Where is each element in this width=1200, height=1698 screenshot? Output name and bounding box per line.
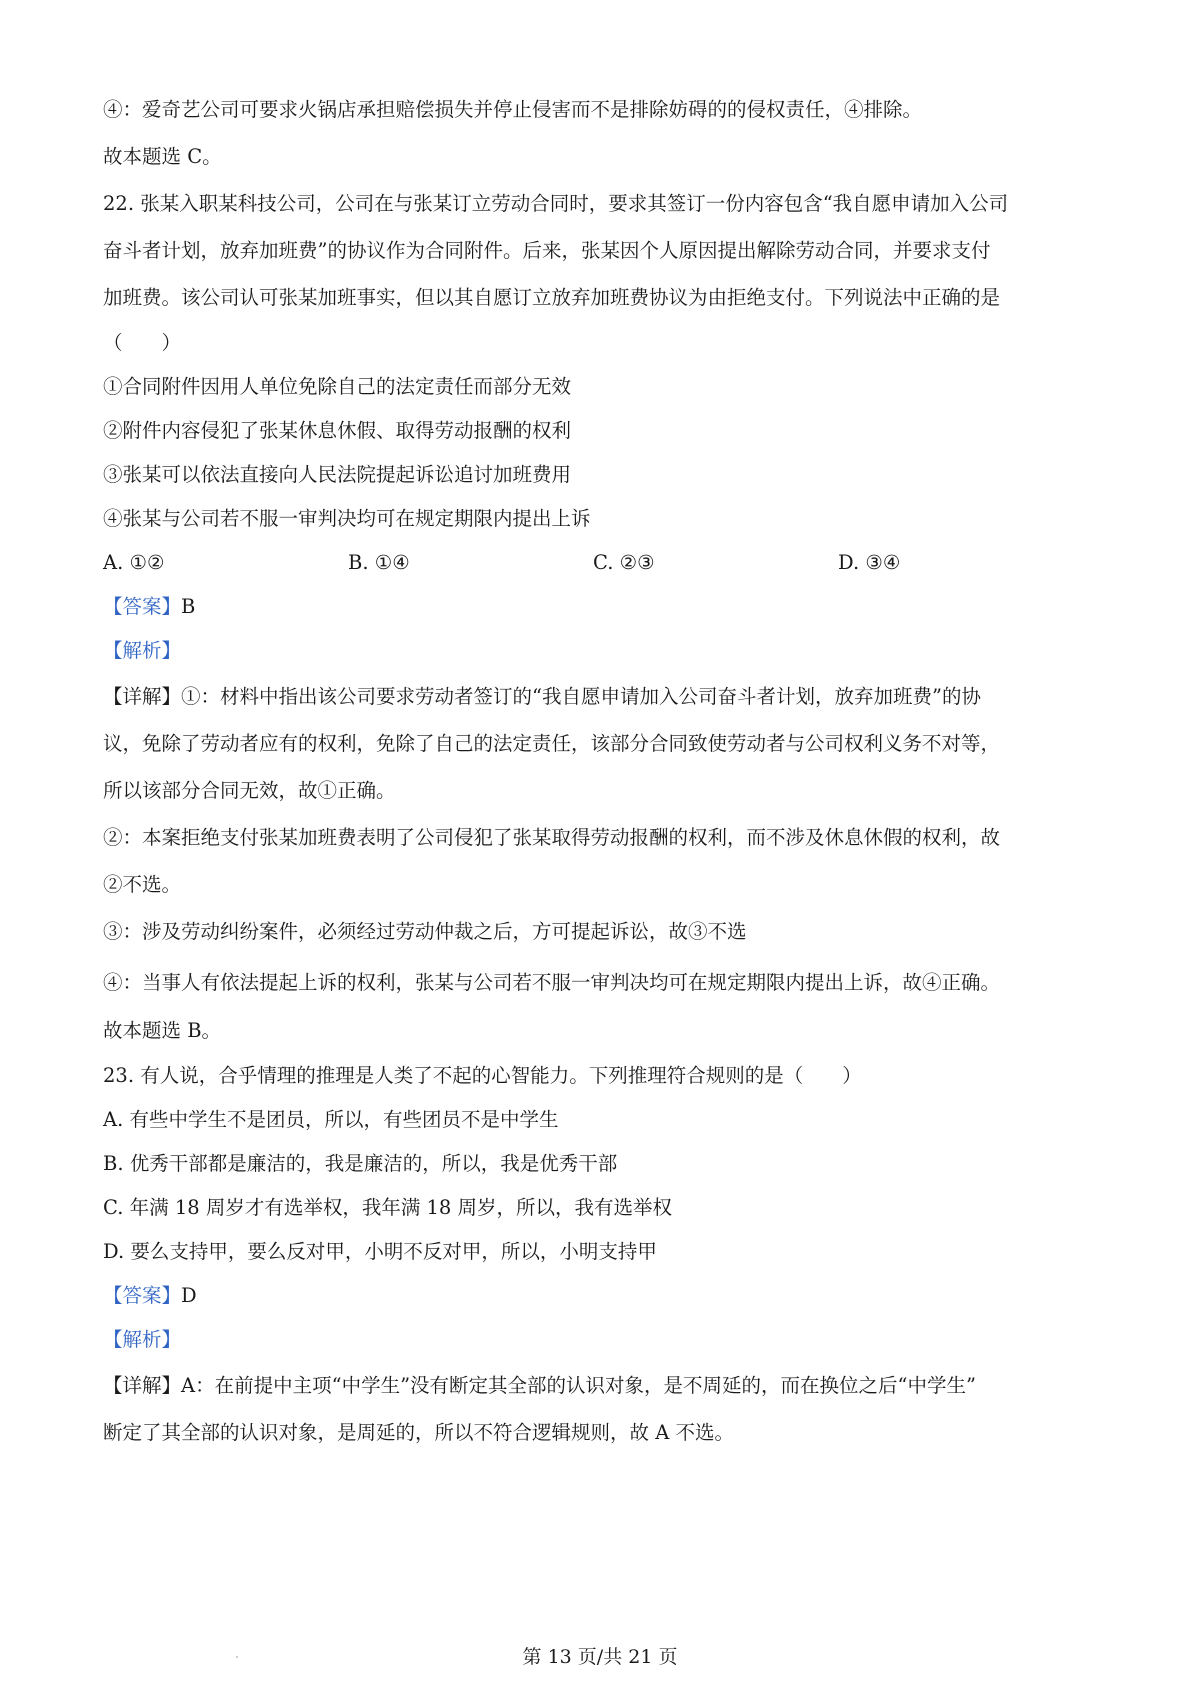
- q23-detail-text-1: A：在前提中主项“中学生”没有断定其全部的认识对象，是不周延的，而在换位之后“中学生”: [181, 1374, 976, 1397]
- q23-answer-value: D: [181, 1284, 197, 1307]
- q22-option-b: B. ①④: [348, 551, 410, 574]
- q23-option-b: B. 优秀干部都是廉洁的，我是廉洁的，所以，我是优秀干部: [103, 1152, 618, 1175]
- page-footer: 第 13 页/共 21 页: [522, 1646, 678, 1668]
- q22-option-c: C. ②③: [593, 551, 655, 574]
- prev-conclusion: 故本题选 C。: [103, 145, 222, 168]
- q22-answer-tag: 【答案】: [103, 595, 182, 618]
- q22-statement-4: ④张某与公司若不服一审判决均可在规定期限内提出上诉: [103, 507, 591, 530]
- q23-detail-line-1: [103, 1362, 1103, 1409]
- q23-option-c: C. 年满 18 周岁才有选举权，我年满 18 周岁，所以，我有选举权: [103, 1196, 673, 1219]
- q22-stem-line-4: （ ）: [103, 331, 182, 354]
- q23-answer: [103, 1274, 1103, 1318]
- q22-option-a: A. ①②: [103, 551, 165, 574]
- q22-detail-text-1: ①：材料中指出该公司要求劳动者签订的“我自愿申请加入公司奋斗者计划，放弃加班费”的协: [181, 685, 981, 708]
- q22-statement-2: ②附件内容侵犯了张某休息休假、取得劳动报酬的权利: [103, 419, 572, 442]
- q22-detail-line-6: ③：涉及劳动纠纷案件，必须经过劳动仲裁之后，方可提起诉讼，故③不选: [103, 920, 747, 943]
- q23-option-a: A. 有些中学生不是团员，所以，有些团员不是中学生: [103, 1108, 559, 1131]
- q22-detail-tag: 【详解】: [103, 685, 182, 708]
- q23-detail-tag: 【详解】: [103, 1374, 182, 1397]
- q23-detail-line-2: 断定了其全部的认识对象，是周延的，所以不符合逻辑规则，故 A 不选。: [103, 1421, 734, 1444]
- q23-stem: 23. 有人说，合乎情理的推理是人类了不起的心智能力。下列推理符合规则的是（ ）: [103, 1064, 862, 1087]
- q22-detail-line-3: 所以该部分合同无效，故①正确。: [103, 779, 396, 802]
- q22-analysis-heading: [103, 629, 1103, 673]
- q22-detail-line-4: ②：本案拒绝支付张某加班费表明了公司侵犯了张某取得劳动报酬的权利，而不涉及休息休假的权利，故: [103, 826, 1001, 849]
- q23-analysis-tag: 【解析】: [103, 1328, 182, 1351]
- q22-conclusion: 故本题选 B。: [103, 1019, 222, 1042]
- q22-answer-value: B: [181, 595, 196, 618]
- q23-option-d: D. 要么支持甲，要么反对甲，小明不反对甲，所以，小明支持甲: [103, 1240, 657, 1263]
- q22-options: [103, 541, 1103, 585]
- q22-answer: [103, 585, 1103, 629]
- q22-stem-line-1: 22. 张某入职某科技公司，公司在与张某订立劳动合同时，要求其签订一份内容包含“我自愿申请加入公司: [103, 192, 1009, 215]
- prev-analysis-point-4: ④：爱奇艺公司可要求火锅店承担赔偿损失并停止侵害而不是排除妨碍的的侵权责任，④排除。: [103, 98, 923, 121]
- q22-statement-1: ①合同附件因用人单位免除自己的法定责任而部分无效: [103, 375, 572, 398]
- q22-stem-line-3: 加班费。该公司认可张某加班事实，但以其自愿订立放弃加班费协议为由拒绝支付。下列说法中正确的是: [103, 286, 1001, 309]
- q23-analysis-heading: [103, 1318, 1103, 1362]
- q22-statement-3: ③张某可以依法直接向人民法院提起诉讼追讨加班费用: [103, 463, 572, 486]
- q22-stem-line-2: 奋斗者计划，放弃加班费”的协议作为合同附件。后来，张某因个人原因提出解除劳动合同，并要求支付: [103, 239, 991, 262]
- document-body: [103, 86, 1103, 1456]
- q22-analysis-tag: 【解析】: [103, 639, 182, 662]
- q23-answer-tag: 【答案】: [103, 1284, 182, 1307]
- q22-option-d: D. ③④: [838, 551, 901, 574]
- q22-detail-line-2: 议，免除了劳动者应有的权利，免除了自己的法定责任，该部分合同致使劳动者与公司权利义务不对等，: [103, 732, 1001, 755]
- q22-detail-line-5: ②不选。: [103, 873, 182, 896]
- q22-detail-line-7: ④：当事人有依法提起上诉的权利，张某与公司若不服一审判决均可在规定期限内提出上诉，故④正确。: [103, 971, 1001, 994]
- q22-detail-line-1: [103, 673, 1103, 720]
